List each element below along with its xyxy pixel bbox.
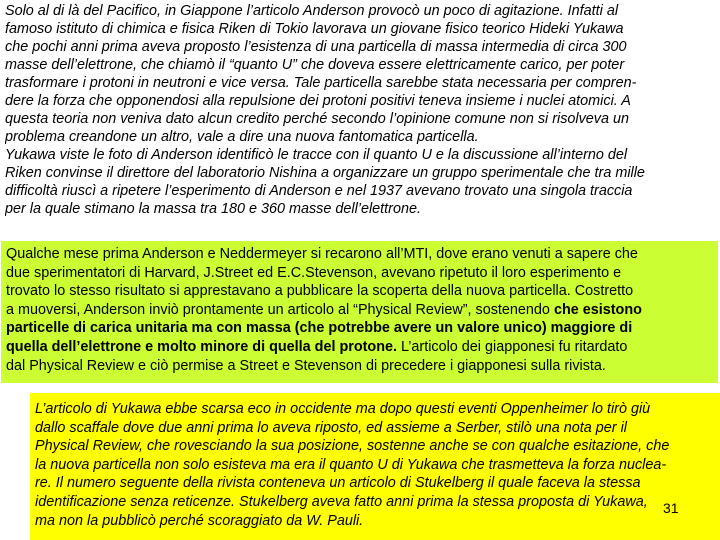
text-line: dal Physical Review e ciò permise a Street e Stevenson di precedere i giapponesi sulla rivista. (6, 357, 606, 374)
text-line: identificazione senza reticenze. Stukelberg aveva fatto anni prima la stessa proposta di Yukawa, (35, 493, 648, 510)
text-line (6, 301, 718, 320)
text-line: questa teoria non veniva dato alcun credito perché secondo l’opinione comune non si risolveva un (5, 111, 629, 127)
text-line: problema creandone un altro, vale a dire una nuova fantomatica particella. (5, 129, 479, 145)
text-line: Riken convinse il direttore del laboratorio Nishina a organizzare un gruppo sperimentale che tra mille (5, 165, 645, 181)
text-line: trovato lo stesso risultato si apprestavano a pubblicare la scoperta della nuova particella. Costretto (6, 283, 634, 300)
paragraph-oppenheimer-stukelberg (30, 393, 720, 540)
text-line: la nuova particella non solo esisteva ma era il quanto U di Yukawa che trasmetteva la forza nuclea- (35, 456, 667, 473)
text-line: dere la forza che opponendosi alla repulsione dei protoni positivi teneva insieme i nuclei atomici. A (5, 93, 631, 109)
page-number: 31 (663, 500, 679, 516)
bold-text-segment: particelle di carica unitaria ma con massa (che potrebbe avere un valore unico) maggiore di (6, 320, 633, 337)
text-line: ma non la pubblicò perché scoraggiato da W. Pauli. (35, 512, 364, 529)
text-line (6, 338, 718, 357)
text-line: famoso istituto di chimica e fisica Riken di Tokio lavorava un giovane fisico teorico Hideki Yukawa (5, 21, 624, 37)
text-segment: L’articolo dei giapponesi fu ritardato (397, 338, 628, 355)
text-line: difficoltà riuscì a ripetere l’esperimento di Anderson e nel 1937 avevano trovato una singola traccia (5, 183, 633, 199)
text-line: che pochi anni prima aveva proposto l’esistenza di una particella di massa intermedia di circa 300 (5, 39, 627, 55)
bold-text-segment: che esistono (553, 301, 642, 318)
paragraph-anderson-neddermeyer (1, 241, 718, 383)
text-line: masse dell’elettrone, che chiamò il “quanto U” che doveva essere elettricamente carico, per poter (5, 57, 625, 73)
text-line: Qualche mese prima Anderson e Neddermeyer si recarono all’MTI, dove erano venuti a sapere che (6, 246, 638, 262)
bold-text-segment: quella dell’elettrone e molto minore di quella del protone. (6, 338, 397, 355)
text-segment: a muoversi, Anderson inviò prontamente un articolo al “Physical Review”, sostenendo (6, 301, 554, 318)
text-line: re. Il numero seguente della rivista conteneva un articolo di Stukelberg il quale faceva la stessa (35, 475, 641, 492)
text-line: Physical Review, che rovesciando la sua posizione, sostenne anche se con qualche esitazione, che (35, 438, 670, 455)
paragraph-yukawa-japan (0, 0, 720, 236)
text-line: due sperimentatori di Harvard, J.Street ed E.C.Stevenson, avevano ripetuto il loro esperimento e (6, 264, 622, 281)
text-line (6, 319, 718, 338)
text-line: Yukawa viste le foto di Anderson identificò le tracce con il quanto U e la discussione all’interno del (5, 147, 628, 163)
text-line: L’articolo di Yukawa ebbe scarsa eco in occidente ma dopo questi eventi Oppenheimer lo tirò giù (35, 401, 651, 417)
text-line: dallo scaffale dove due anni prima lo aveva riposto, ed assieme a Serber, stilò una nota per il (35, 419, 627, 436)
text-line: Solo al di là del Pacifico, in Giappone l’articolo Anderson provocò un poco di agitazione. Infatti al (5, 3, 619, 19)
text-line: per la quale stimano la massa tra 180 e 360 masse dell’elettrone. (5, 201, 421, 217)
text-line: trasformare i protoni in neutroni e vice versa. Tale particella sarebbe stata necessaria per compren- (5, 75, 637, 91)
